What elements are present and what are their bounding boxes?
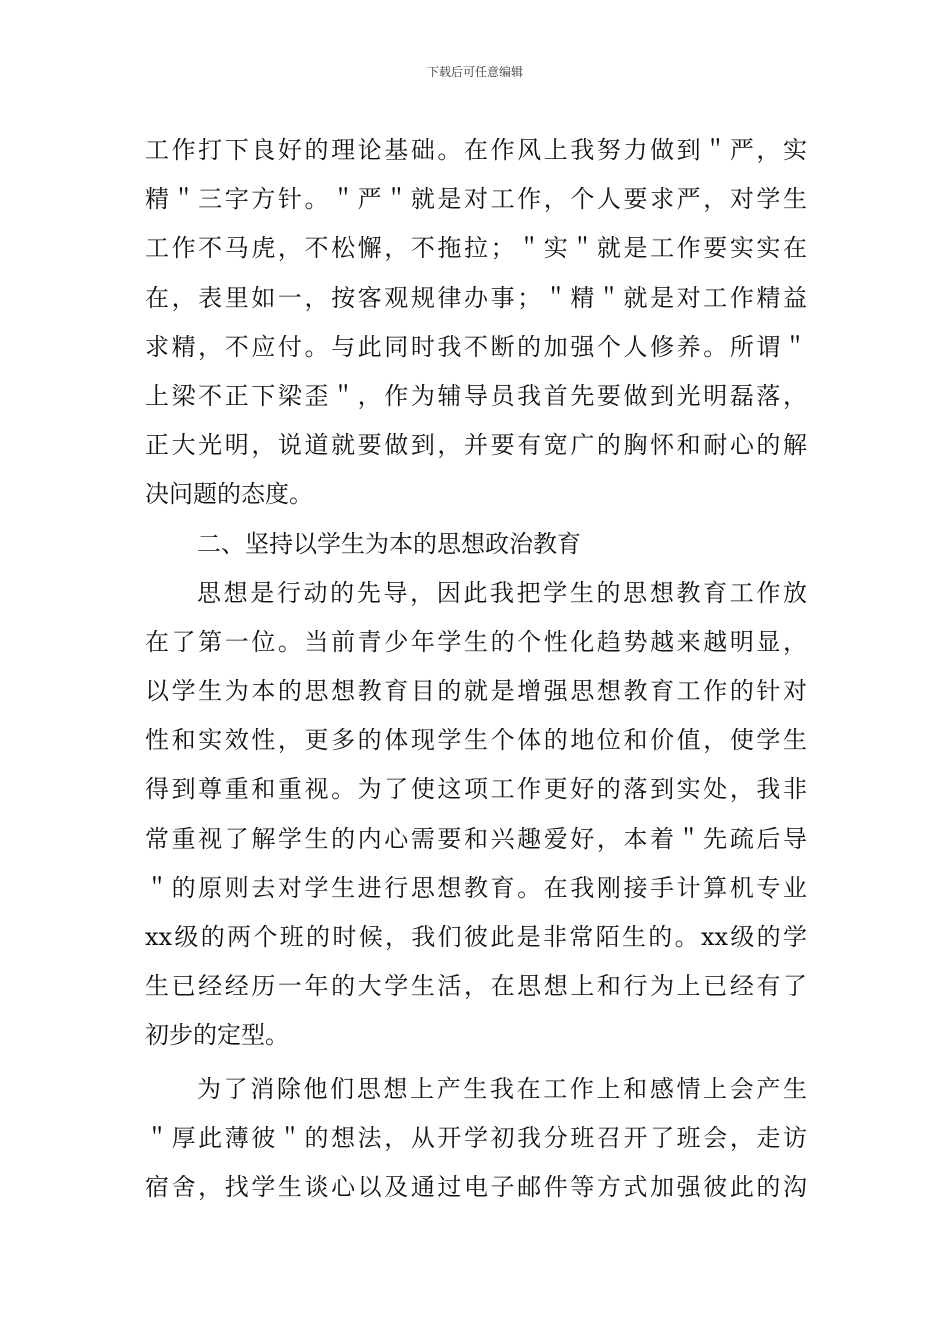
text-line: ＂厚此薄彼＂的想法，从开学初我分班召开了班会，走访	[145, 1123, 807, 1152]
text-line: 决问题的态度。	[145, 480, 313, 509]
text-line: 思想是行动的先导，因此我把学生的思想教育工作放	[197, 578, 807, 607]
text-line: 工作打下良好的理论基础。在作风上我努力做到＂严，实	[145, 136, 807, 164]
text-line: ＂的原则去对学生进行思想教育。在我刚接手计算机专业	[145, 873, 807, 902]
page-header: 下载后可任意编辑	[426, 65, 523, 79]
text-line: 性和实效性，更多的体现学生个体的地位和价值，使学生	[145, 726, 807, 755]
text-line: 上梁不正下梁歪＂，作为辅导员我首先要做到光明磊落，	[145, 381, 807, 410]
text-line: 为了消除他们思想上产生我在工作上和感情上会产生	[197, 1074, 807, 1103]
text-line: 生已经经历一年的大学生活，在思想上和行为上已经有了	[145, 972, 807, 1001]
section-heading: 二、坚持以学生为本的思想政治教育	[197, 529, 581, 558]
text-line: 在了第一位。当前青少年学生的个性化趋势越来越明显，	[145, 627, 807, 656]
text-line: 宿舍，找学生谈心以及通过电子邮件等方式加强彼此的沟	[145, 1172, 807, 1201]
text-line: xx级的两个班的时候，我们彼此是非常陌生的。xx级的学	[145, 923, 807, 951]
text-line: 得到尊重和重视。为了使这项工作更好的落到实处，我非	[145, 775, 807, 804]
text-line: 以学生为本的思想教育目的就是增强思想教育工作的针对	[145, 677, 807, 706]
text-line: 精＂三字方针。＂严＂就是对工作，个人要求严，对学生	[145, 185, 807, 214]
text-line: 在，表里如一，按客观规律办事；＂精＂就是对工作精益	[145, 283, 807, 312]
text-line: 求精，不应付。与此同时我不断的加强个人修养。所谓＂	[145, 332, 807, 361]
text-line: 正大光明，说道就要做到，并要有宽广的胸怀和耐心的解	[145, 431, 807, 460]
document-body	[145, 126, 807, 1212]
text-line: 工作不马虎，不松懈，不拖拉；＂实＂就是工作要实实在	[145, 234, 807, 263]
text-line: 初步的定型。	[145, 1021, 289, 1050]
text-line: 常重视了解学生的内心需要和兴趣爱好，本着＂先疏后导	[145, 824, 807, 853]
